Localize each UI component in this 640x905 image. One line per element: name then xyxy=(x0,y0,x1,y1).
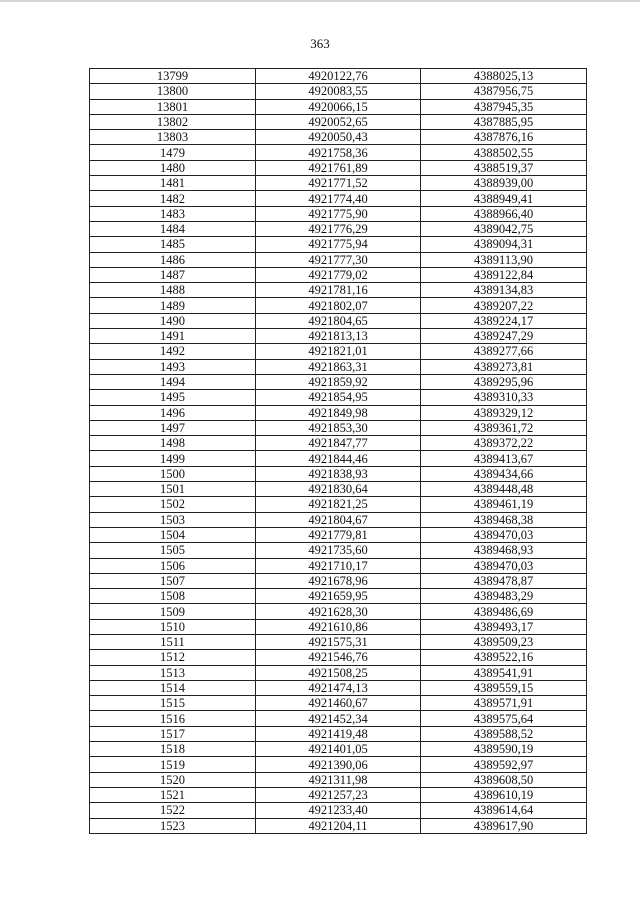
table-row xyxy=(90,558,587,573)
point-number-cell: 13803 xyxy=(90,130,256,145)
point-number-cell: 13799 xyxy=(90,69,256,84)
x-coordinate-cell: 4921859,92 xyxy=(256,374,421,389)
x-coordinate-cell: 4921774,40 xyxy=(256,191,421,206)
x-coordinate-cell: 4921233,40 xyxy=(256,803,421,818)
table-row xyxy=(90,589,587,604)
y-coordinate-cell: 4389592,97 xyxy=(421,757,587,772)
point-number-cell: 1490 xyxy=(90,313,256,328)
point-number-cell: 1508 xyxy=(90,589,256,604)
point-number-cell: 1515 xyxy=(90,696,256,711)
y-coordinate-cell: 4389509,23 xyxy=(421,634,587,649)
table-row xyxy=(90,497,587,512)
x-coordinate-cell: 4921401,05 xyxy=(256,742,421,757)
y-coordinate-cell: 4389413,67 xyxy=(421,451,587,466)
point-number-cell: 13800 xyxy=(90,84,256,99)
point-number-cell: 1498 xyxy=(90,436,256,451)
table-row xyxy=(90,69,587,84)
point-number-cell: 1487 xyxy=(90,267,256,282)
y-coordinate-cell: 4389575,64 xyxy=(421,711,587,726)
x-coordinate-cell: 4921838,93 xyxy=(256,466,421,481)
point-number-cell: 1523 xyxy=(90,818,256,833)
y-coordinate-cell: 4389310,33 xyxy=(421,390,587,405)
point-number-cell: 1522 xyxy=(90,803,256,818)
table-row xyxy=(90,390,587,405)
x-coordinate-cell: 4921813,13 xyxy=(256,329,421,344)
x-coordinate-cell: 4921863,31 xyxy=(256,359,421,374)
table-row xyxy=(90,573,587,588)
x-coordinate-cell: 4921257,23 xyxy=(256,787,421,802)
point-number-cell: 1514 xyxy=(90,680,256,695)
x-coordinate-cell: 4921761,89 xyxy=(256,160,421,175)
table-row xyxy=(90,543,587,558)
table-row xyxy=(90,787,587,802)
x-coordinate-cell: 4921710,17 xyxy=(256,558,421,573)
y-coordinate-cell: 4389493,17 xyxy=(421,619,587,634)
x-coordinate-cell: 4921847,77 xyxy=(256,436,421,451)
x-coordinate-cell: 4920050,43 xyxy=(256,130,421,145)
y-coordinate-cell: 4389478,87 xyxy=(421,573,587,588)
y-coordinate-cell: 4389522,16 xyxy=(421,650,587,665)
x-coordinate-cell: 4921781,16 xyxy=(256,283,421,298)
point-number-cell: 1479 xyxy=(90,145,256,160)
point-number-cell: 13802 xyxy=(90,114,256,129)
x-coordinate-cell: 4921776,29 xyxy=(256,221,421,236)
table-row xyxy=(90,206,587,221)
table-row xyxy=(90,329,587,344)
table-row xyxy=(90,191,587,206)
x-coordinate-cell: 4921452,34 xyxy=(256,711,421,726)
page-number: 363 xyxy=(310,36,330,51)
x-coordinate-cell: 4921830,64 xyxy=(256,482,421,497)
table-row xyxy=(90,313,587,328)
x-coordinate-cell: 4921628,30 xyxy=(256,604,421,619)
table-row xyxy=(90,344,587,359)
y-coordinate-cell: 4389559,15 xyxy=(421,680,587,695)
x-coordinate-cell: 4921659,95 xyxy=(256,589,421,604)
point-number-cell: 1484 xyxy=(90,221,256,236)
y-coordinate-cell: 4389468,38 xyxy=(421,512,587,527)
point-number-cell: 1488 xyxy=(90,283,256,298)
x-coordinate-cell: 4921777,30 xyxy=(256,252,421,267)
point-number-cell: 1513 xyxy=(90,665,256,680)
table-row xyxy=(90,359,587,374)
table-row xyxy=(90,298,587,313)
x-coordinate-cell: 4921474,13 xyxy=(256,680,421,695)
y-coordinate-cell: 4387956,75 xyxy=(421,84,587,99)
y-coordinate-cell: 4389434,66 xyxy=(421,466,587,481)
table-row xyxy=(90,711,587,726)
table-row xyxy=(90,512,587,527)
table-row xyxy=(90,114,587,129)
x-coordinate-cell: 4921844,46 xyxy=(256,451,421,466)
point-number-cell: 1509 xyxy=(90,604,256,619)
table-row xyxy=(90,527,587,542)
x-coordinate-cell: 4921779,81 xyxy=(256,527,421,542)
y-coordinate-cell: 4389470,03 xyxy=(421,527,587,542)
point-number-cell: 1483 xyxy=(90,206,256,221)
table-row xyxy=(90,160,587,175)
x-coordinate-cell: 4921775,90 xyxy=(256,206,421,221)
point-number-cell: 1516 xyxy=(90,711,256,726)
y-coordinate-cell: 4389277,66 xyxy=(421,344,587,359)
y-coordinate-cell: 4387945,35 xyxy=(421,99,587,114)
table-row xyxy=(90,803,587,818)
x-coordinate-cell: 4921311,98 xyxy=(256,772,421,787)
point-number-cell: 1495 xyxy=(90,390,256,405)
table-row xyxy=(90,252,587,267)
point-number-cell: 1521 xyxy=(90,787,256,802)
y-coordinate-cell: 4388519,37 xyxy=(421,160,587,175)
y-coordinate-cell: 4389295,96 xyxy=(421,374,587,389)
y-coordinate-cell: 4389590,19 xyxy=(421,742,587,757)
point-number-cell: 1482 xyxy=(90,191,256,206)
x-coordinate-cell: 4921849,98 xyxy=(256,405,421,420)
table-row xyxy=(90,84,587,99)
point-number-cell: 13801 xyxy=(90,99,256,114)
x-coordinate-cell: 4921678,96 xyxy=(256,573,421,588)
point-number-cell: 1511 xyxy=(90,634,256,649)
point-number-cell: 1497 xyxy=(90,420,256,435)
y-coordinate-cell: 4389614,64 xyxy=(421,803,587,818)
table-row xyxy=(90,696,587,711)
y-coordinate-cell: 4389571,91 xyxy=(421,696,587,711)
y-coordinate-cell: 4389617,90 xyxy=(421,818,587,833)
point-number-cell: 1485 xyxy=(90,237,256,252)
x-coordinate-cell: 4921419,48 xyxy=(256,726,421,741)
coordinates-table-body xyxy=(90,69,587,834)
point-number-cell: 1499 xyxy=(90,451,256,466)
table-row xyxy=(90,665,587,680)
x-coordinate-cell: 4921390,06 xyxy=(256,757,421,772)
table-row xyxy=(90,420,587,435)
coordinates-table xyxy=(89,68,587,834)
y-coordinate-cell: 4389588,52 xyxy=(421,726,587,741)
point-number-cell: 1518 xyxy=(90,742,256,757)
table-row xyxy=(90,267,587,282)
x-coordinate-cell: 4921610,86 xyxy=(256,619,421,634)
y-coordinate-cell: 4389329,12 xyxy=(421,405,587,420)
y-coordinate-cell: 4389486,69 xyxy=(421,604,587,619)
page-top-edge xyxy=(0,0,640,2)
y-coordinate-cell: 4388502,55 xyxy=(421,145,587,160)
point-number-cell: 1502 xyxy=(90,497,256,512)
point-number-cell: 1519 xyxy=(90,757,256,772)
y-coordinate-cell: 4389273,81 xyxy=(421,359,587,374)
x-coordinate-cell: 4921775,94 xyxy=(256,237,421,252)
x-coordinate-cell: 4921204,11 xyxy=(256,818,421,833)
table-row xyxy=(90,619,587,634)
table-row xyxy=(90,634,587,649)
table-row xyxy=(90,221,587,236)
x-coordinate-cell: 4921508,25 xyxy=(256,665,421,680)
point-number-cell: 1480 xyxy=(90,160,256,175)
table-row xyxy=(90,99,587,114)
x-coordinate-cell: 4921771,52 xyxy=(256,176,421,191)
point-number-cell: 1503 xyxy=(90,512,256,527)
y-coordinate-cell: 4389372,22 xyxy=(421,436,587,451)
y-coordinate-cell: 4388025,13 xyxy=(421,69,587,84)
y-coordinate-cell: 4389448,48 xyxy=(421,482,587,497)
y-coordinate-cell: 4389247,29 xyxy=(421,329,587,344)
y-coordinate-cell: 4389608,50 xyxy=(421,772,587,787)
x-coordinate-cell: 4921460,67 xyxy=(256,696,421,711)
x-coordinate-cell: 4920122,76 xyxy=(256,69,421,84)
point-number-cell: 1486 xyxy=(90,252,256,267)
point-number-cell: 1492 xyxy=(90,344,256,359)
point-number-cell: 1517 xyxy=(90,726,256,741)
point-number-cell: 1496 xyxy=(90,405,256,420)
table-row xyxy=(90,237,587,252)
point-number-cell: 1491 xyxy=(90,329,256,344)
y-coordinate-cell: 4389094,31 xyxy=(421,237,587,252)
y-coordinate-cell: 4389468,93 xyxy=(421,543,587,558)
point-number-cell: 1501 xyxy=(90,482,256,497)
x-coordinate-cell: 4921804,65 xyxy=(256,313,421,328)
y-coordinate-cell: 4389541,91 xyxy=(421,665,587,680)
x-coordinate-cell: 4921546,76 xyxy=(256,650,421,665)
y-coordinate-cell: 4389483,29 xyxy=(421,589,587,604)
point-number-cell: 1504 xyxy=(90,527,256,542)
table-row xyxy=(90,374,587,389)
point-number-cell: 1494 xyxy=(90,374,256,389)
table-row xyxy=(90,283,587,298)
y-coordinate-cell: 4387876,16 xyxy=(421,130,587,145)
x-coordinate-cell: 4920083,55 xyxy=(256,84,421,99)
y-coordinate-cell: 4388939,00 xyxy=(421,176,587,191)
x-coordinate-cell: 4921802,07 xyxy=(256,298,421,313)
x-coordinate-cell: 4921758,36 xyxy=(256,145,421,160)
y-coordinate-cell: 4389461,19 xyxy=(421,497,587,512)
table-row xyxy=(90,650,587,665)
table-row xyxy=(90,145,587,160)
x-coordinate-cell: 4921779,02 xyxy=(256,267,421,282)
y-coordinate-cell: 4388966,40 xyxy=(421,206,587,221)
table-row xyxy=(90,726,587,741)
table-row xyxy=(90,772,587,787)
y-coordinate-cell: 4389361,72 xyxy=(421,420,587,435)
table-row xyxy=(90,680,587,695)
table-row xyxy=(90,818,587,833)
point-number-cell: 1512 xyxy=(90,650,256,665)
y-coordinate-cell: 4389224,17 xyxy=(421,313,587,328)
table-row xyxy=(90,742,587,757)
table-row xyxy=(90,176,587,191)
point-number-cell: 1489 xyxy=(90,298,256,313)
y-coordinate-cell: 4389207,22 xyxy=(421,298,587,313)
y-coordinate-cell: 4389134,83 xyxy=(421,283,587,298)
point-number-cell: 1500 xyxy=(90,466,256,481)
x-coordinate-cell: 4921804,67 xyxy=(256,512,421,527)
table-row xyxy=(90,130,587,145)
y-coordinate-cell: 4389122,84 xyxy=(421,267,587,282)
x-coordinate-cell: 4921854,95 xyxy=(256,390,421,405)
point-number-cell: 1505 xyxy=(90,543,256,558)
table-row xyxy=(90,604,587,619)
y-coordinate-cell: 4388949,41 xyxy=(421,191,587,206)
table-row xyxy=(90,757,587,772)
point-number-cell: 1493 xyxy=(90,359,256,374)
point-number-cell: 1520 xyxy=(90,772,256,787)
table-row xyxy=(90,436,587,451)
point-number-cell: 1507 xyxy=(90,573,256,588)
point-number-cell: 1506 xyxy=(90,558,256,573)
y-coordinate-cell: 4389042,75 xyxy=(421,221,587,236)
x-coordinate-cell: 4921821,25 xyxy=(256,497,421,512)
x-coordinate-cell: 4921735,60 xyxy=(256,543,421,558)
y-coordinate-cell: 4389610,19 xyxy=(421,787,587,802)
table-row xyxy=(90,482,587,497)
point-number-cell: 1510 xyxy=(90,619,256,634)
table-row xyxy=(90,405,587,420)
x-coordinate-cell: 4920066,15 xyxy=(256,99,421,114)
x-coordinate-cell: 4920052,65 xyxy=(256,114,421,129)
y-coordinate-cell: 4387885,95 xyxy=(421,114,587,129)
x-coordinate-cell: 4921853,30 xyxy=(256,420,421,435)
table-row xyxy=(90,466,587,481)
table-row xyxy=(90,451,587,466)
y-coordinate-cell: 4389470,03 xyxy=(421,558,587,573)
x-coordinate-cell: 4921575,31 xyxy=(256,634,421,649)
point-number-cell: 1481 xyxy=(90,176,256,191)
x-coordinate-cell: 4921821,01 xyxy=(256,344,421,359)
y-coordinate-cell: 4389113,90 xyxy=(421,252,587,267)
